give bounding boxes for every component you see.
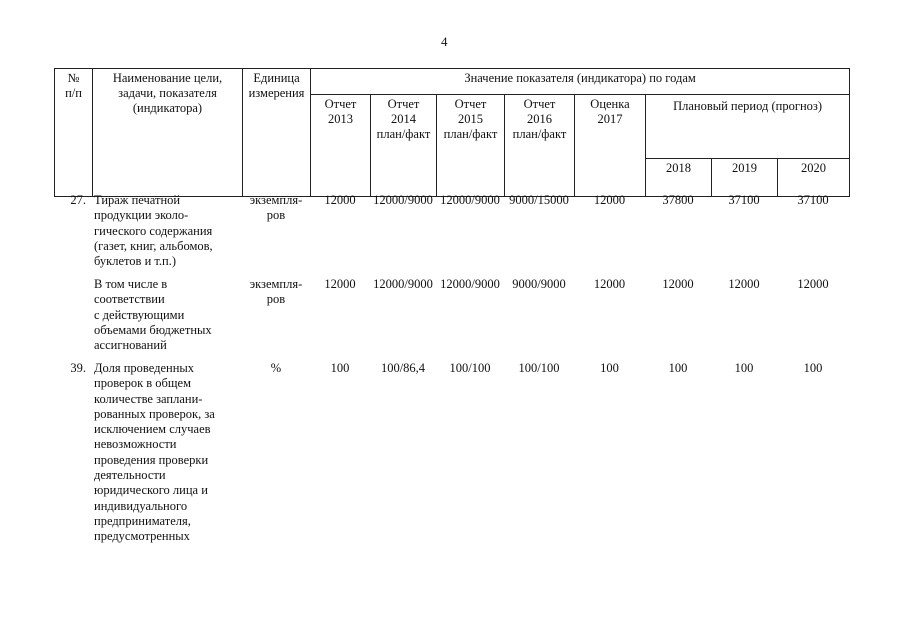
row-name-line: предпринимателя, bbox=[94, 513, 191, 528]
header-col-num bbox=[55, 69, 93, 197]
row-name-line: соответствии bbox=[94, 292, 165, 307]
row-unit bbox=[242, 277, 310, 361]
row-unit-line: ров bbox=[266, 208, 286, 223]
value-2016: 9000/15000 bbox=[509, 193, 569, 207]
header-sub-2015 bbox=[437, 95, 505, 197]
sub-2014-line1: Отчет bbox=[387, 97, 420, 111]
row-name-line: проведения проверки bbox=[94, 452, 209, 467]
header-num-line1: № bbox=[67, 71, 80, 85]
table-row bbox=[54, 361, 849, 545]
sub-2013-line1: Отчет bbox=[324, 97, 357, 111]
row-name-line: В том числе в bbox=[94, 277, 168, 291]
value-2013: 12000 bbox=[324, 277, 356, 291]
value-2013: 12000 bbox=[324, 193, 356, 207]
row-name-line: объемами бюджетных bbox=[94, 322, 212, 337]
value-2014: 12000/9000 bbox=[373, 277, 433, 291]
row-unit-line: % bbox=[270, 361, 282, 375]
row-name bbox=[92, 193, 242, 277]
value-2020: 12000 bbox=[797, 277, 829, 291]
header-sub-2013 bbox=[311, 95, 371, 197]
page-number: 4 bbox=[441, 34, 448, 49]
header-year-2018: 2018 bbox=[646, 159, 712, 197]
sub-2015-line3: план/факт bbox=[443, 127, 498, 141]
row-name-line: рованных проверок, за bbox=[94, 406, 215, 421]
row-name-line: юридического лица и bbox=[94, 483, 208, 498]
value-2017: 12000 bbox=[593, 193, 626, 207]
value-2013: 100 bbox=[330, 361, 350, 375]
row-name-line: (газет, книг, альбомов, bbox=[94, 238, 213, 253]
header-year-2019: 2019 bbox=[712, 159, 778, 197]
row-name-line: ассигнований bbox=[94, 338, 167, 353]
row-name-line: исключением случаев bbox=[94, 422, 211, 437]
row-unit bbox=[242, 193, 310, 277]
value-2019: 37100 bbox=[728, 193, 760, 207]
sub-2017-line1: Оценка bbox=[590, 97, 630, 111]
sub-2016-line2: 2016 bbox=[527, 112, 552, 126]
header-values-title: Значение показателя (индикатора) по годам bbox=[311, 69, 850, 95]
row-name-line: индивидуального bbox=[94, 498, 188, 513]
sub-2014-line3: план/факт bbox=[376, 127, 431, 141]
row-name-line: Тираж печатной bbox=[94, 193, 181, 207]
header-year-2020: 2020 bbox=[778, 159, 850, 197]
header-plan-period: Плановый период (прогноз) bbox=[646, 95, 850, 159]
row-name-line: деятельности bbox=[94, 468, 166, 483]
value-2016: 9000/9000 bbox=[512, 277, 566, 291]
row-name-line: с действующими bbox=[94, 307, 185, 322]
header-col-unit bbox=[243, 69, 311, 197]
value-2019: 12000 bbox=[728, 277, 760, 291]
value-2017: 12000 bbox=[593, 277, 626, 291]
header-name-line1: Наименование цели, bbox=[112, 71, 223, 85]
sub-2013-line2: 2013 bbox=[328, 112, 353, 126]
sub-2017-line2: 2017 bbox=[597, 112, 623, 126]
header-sub-2017 bbox=[575, 95, 646, 197]
row-name-line: проверок в общем bbox=[94, 376, 191, 391]
row-num bbox=[54, 277, 92, 361]
row-name bbox=[92, 277, 242, 361]
value-2016: 100/100 bbox=[518, 361, 560, 375]
value-2018: 37800 bbox=[662, 193, 694, 207]
header-num-line2: п/п bbox=[65, 86, 82, 100]
indicator-table-header bbox=[54, 68, 850, 197]
row-unit-line: экземпля- bbox=[249, 277, 303, 291]
sub-2015-line1: Отчет bbox=[454, 97, 487, 111]
value-2018: 100 bbox=[668, 361, 688, 375]
row-name-line: количестве заплани- bbox=[94, 391, 203, 406]
table-row bbox=[54, 277, 849, 361]
indicator-table-body bbox=[54, 193, 849, 545]
value-2020: 37100 bbox=[797, 193, 829, 207]
row-name-line: Доля проведенных bbox=[94, 361, 195, 375]
value-2015: 12000/9000 bbox=[440, 193, 500, 207]
row-num: 39. bbox=[70, 361, 86, 375]
sub-2016-line1: Отчет bbox=[523, 97, 556, 111]
value-2014: 100/86,4 bbox=[380, 361, 426, 375]
sub-2016-line3: план/факт bbox=[512, 127, 567, 141]
row-unit bbox=[242, 361, 310, 545]
value-2018: 12000 bbox=[662, 277, 694, 291]
header-unit-line2: измерения bbox=[248, 86, 305, 100]
header-name-line3: (индикатора) bbox=[132, 101, 203, 115]
sub-2014-line2: 2014 bbox=[391, 112, 416, 126]
header-col-name bbox=[93, 69, 243, 197]
row-name-line: предусмотренных bbox=[94, 529, 190, 544]
sub-2015-line2: 2015 bbox=[458, 112, 483, 126]
value-2015: 12000/9000 bbox=[440, 277, 500, 291]
value-2017: 100 bbox=[600, 361, 619, 375]
value-2015: 100/100 bbox=[449, 361, 491, 375]
row-name-line: гического содержания bbox=[94, 223, 213, 238]
header-sub-2014 bbox=[371, 95, 437, 197]
row-num: 27. bbox=[70, 193, 86, 207]
value-2019: 100 bbox=[734, 361, 754, 375]
row-name-line: продукции эколо- bbox=[94, 208, 189, 223]
row-name bbox=[92, 361, 242, 545]
header-name-line2: задачи, показателя bbox=[118, 86, 217, 100]
value-2020: 100 bbox=[803, 361, 823, 375]
value-2014: 12000/9000 bbox=[373, 193, 433, 207]
row-name-line: буклетов и т.п.) bbox=[94, 254, 177, 269]
row-unit-line: ров bbox=[266, 292, 286, 307]
row-unit-line: экземпля- bbox=[249, 193, 303, 207]
header-unit-line1: Единица bbox=[253, 71, 300, 85]
header-sub-2016 bbox=[505, 95, 575, 197]
table-row bbox=[54, 193, 849, 277]
row-name-line: невозможности bbox=[94, 437, 177, 452]
